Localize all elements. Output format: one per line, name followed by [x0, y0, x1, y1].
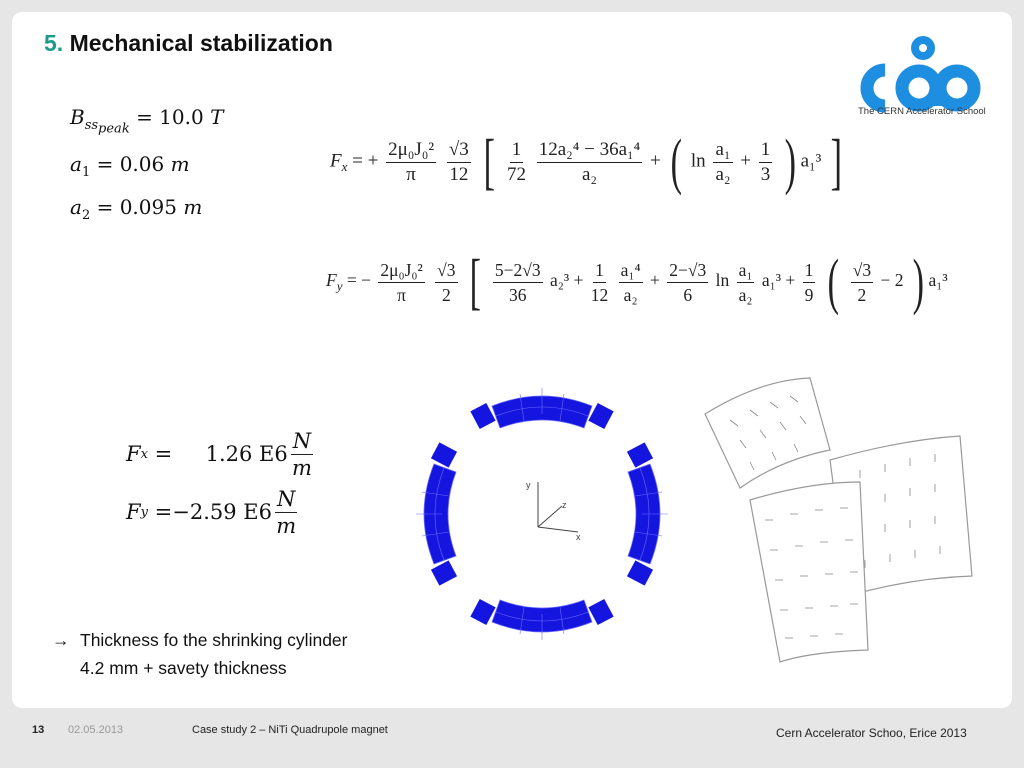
logo-caption: The CERN Accelerator School [858, 106, 986, 117]
formula-fy: $F_y$ = − $\frac{\text{2μ₀J₀²}}{\pi}$ $\frac{√3}{2}$ [ $\frac{5-2√3}{36}$ a₂³ + $\frac{1}{12}$ $\frac{\text{a₁⁴}}{\text{a₂}}$ + $\frac{2-√3}{6}$ ln $\frac{\text{a₁}}{\text{a₂}}$ a₁³ + $\frac{1}{9}$ ( $\frac{√3}{2}$ − 2 ) a₁³ [326, 248, 948, 316]
axis-z-label: z [562, 500, 567, 510]
footer-org: Cern Accelerator Schoo, Erice 2013 [776, 726, 967, 740]
note-line-2: 4.2 mm + savety thickness [80, 658, 287, 678]
coil-right [627, 442, 668, 585]
coil-left [416, 442, 457, 585]
param-a1: $a_1 = 0.06$ m [70, 151, 190, 180]
left-bracket: [ [469, 248, 481, 316]
parameter-list [70, 100, 223, 233]
axis-y-label: y [526, 480, 531, 490]
left-paren: ( [827, 248, 839, 316]
force-fy: F y = −2.59 E6 $\frac{N}{m}$ [126, 486, 297, 538]
cas-logo [855, 18, 985, 120]
param-bpeak: $B_{ss_{peak}} = 10.0$ T [70, 105, 224, 137]
formula-fx: $F_x$ = + $\frac{\text{2μ₀J₀²}}{\pi}$ $\frac{√3}{12}$ [ $\frac{1}{72}$ $\frac{\text{12a₂⁴ − 36a₁⁴}}{\text{a₂}}$ + ( ln $\frac{\text{a₁}}{\text{a₂}}$ + $\frac{1}{3}$ ) a₁³ ] [330, 128, 843, 196]
coil-top [470, 388, 613, 429]
right-bracket: ] [830, 128, 843, 196]
coil-bottom [470, 599, 613, 640]
footer-case: Case study 2 – NiTi Quadrupole magnet [192, 724, 388, 736]
axis-triad [538, 482, 578, 532]
force-fx: F x = 1.26 E6 $\frac{N}{m}$ [126, 428, 312, 480]
title-number: 5. [44, 30, 64, 56]
left-bracket: [ [483, 128, 495, 196]
page-number: 13 [32, 724, 45, 736]
force-results [126, 425, 316, 541]
force-field-figure [700, 370, 990, 670]
slide-title [44, 30, 333, 57]
quadrupole-coil-figure [392, 364, 692, 664]
param-a2: $a_2 = 0.095$ m [70, 194, 203, 223]
note-line-1: Thickness fo the shrinking cylinder [80, 630, 348, 650]
title-text: Mechanical stabilization [69, 30, 333, 56]
right-paren: ) [784, 128, 796, 196]
right-paren: ) [912, 248, 924, 316]
arrow-right-icon: → [52, 630, 70, 650]
footer-date: 02.05.2013 [68, 724, 124, 736]
thickness-note [52, 626, 347, 682]
axis-x-label: x [576, 532, 581, 542]
field-panel-top [705, 378, 830, 488]
left-paren: ( [670, 128, 682, 196]
